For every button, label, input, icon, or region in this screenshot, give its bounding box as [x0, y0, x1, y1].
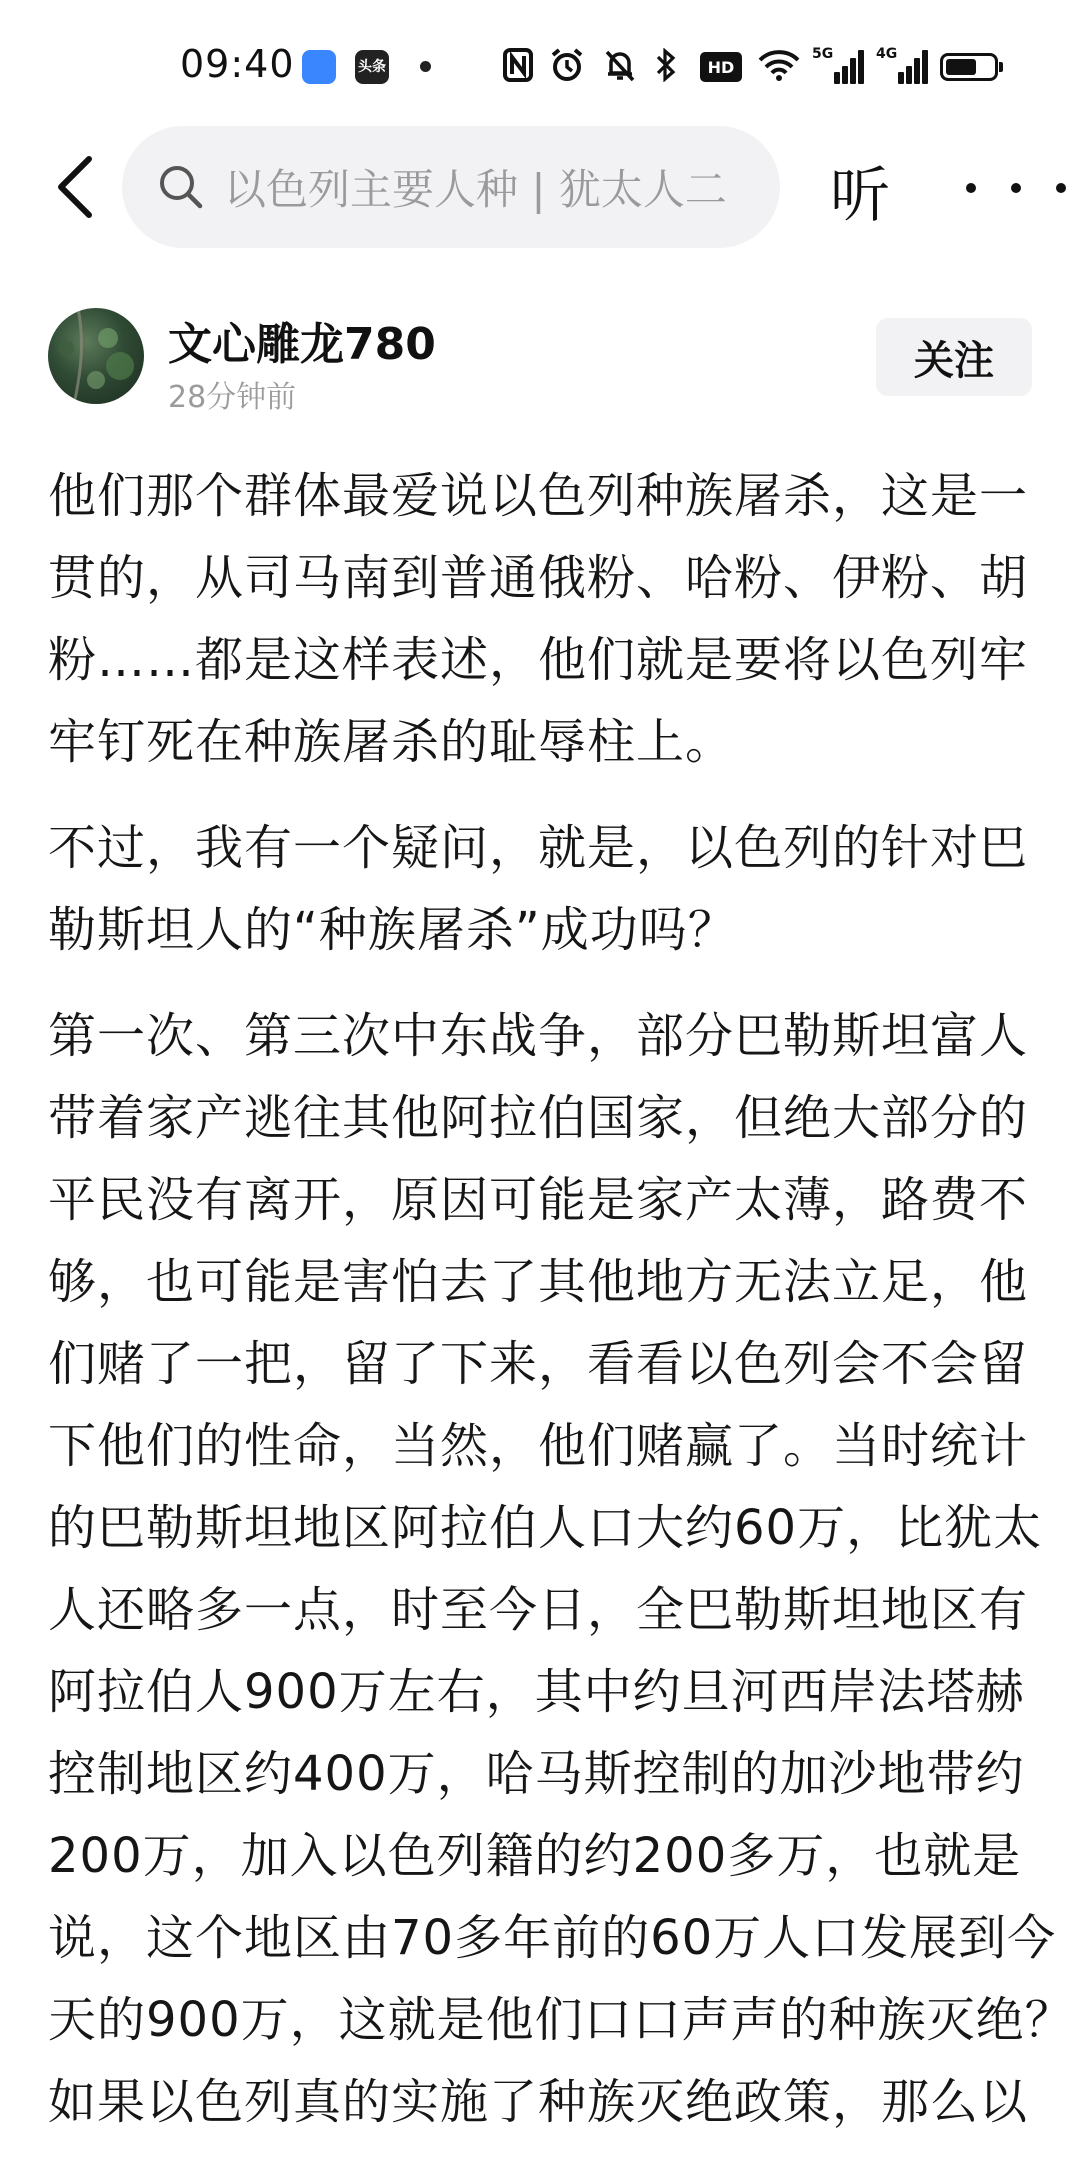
follow-button[interactable]: 关注: [876, 318, 1032, 396]
search-icon: [156, 162, 206, 212]
article-body: [48, 455, 1074, 2167]
article-line: 够，也可能是害怕去了其他地方无法立足，他: [48, 1254, 1029, 1310]
article-line: 勒斯坦人的“种族屠杀”成功吗？: [48, 902, 737, 958]
avatar-image-icon: [48, 308, 144, 404]
status-bar: [0, 0, 1080, 140]
signal-5g-label: 5G: [812, 46, 834, 62]
back-button[interactable]: [40, 147, 110, 227]
notification-dot-icon: [420, 61, 431, 72]
article-line: 牢钉死在种族屠杀的耻辱柱上。: [48, 714, 735, 770]
status-time: 09:40: [180, 42, 295, 86]
chevron-left-icon: [55, 155, 95, 219]
article-line: 粉……都是这样表述，他们就是要将以色列牢: [48, 632, 1029, 688]
article-line: 他们那个群体最爱说以色列种族屠杀，这是一: [48, 468, 1029, 524]
article-line: 不过，我有一个疑问，就是，以色列的针对巴: [48, 820, 1029, 876]
search-input[interactable]: [122, 126, 780, 248]
article-paragraph: [48, 995, 1074, 2143]
more-dot-icon: [966, 183, 976, 193]
notification-app-icon: [302, 50, 336, 84]
signal-4g-label: 4G: [876, 46, 898, 62]
top-nav-bar: [0, 122, 1080, 252]
article-line: 200万，加入以色列籍的约200多万，也就是: [48, 1828, 1022, 1884]
author-avatar[interactable]: [48, 308, 144, 404]
article-line: 带着家产逃往其他阿拉伯国家，但绝大部分的: [48, 1090, 1029, 1146]
toutiao-app-icon: 头条: [355, 50, 389, 84]
post-time: 28分钟前: [168, 380, 297, 415]
more-dot-icon: [1056, 183, 1066, 193]
article-line: 如果以色列真的实施了种族灭绝政策，那么以: [48, 2074, 1029, 2130]
search-query-text: 以色列主要人种 | 犹太人二: [224, 165, 727, 214]
article-line: 控制地区约400万，哈马斯控制的加沙地带约: [48, 1746, 1025, 1802]
article-line: 平民没有离开，原因可能是家产太薄，路费不: [48, 1172, 1029, 1228]
article-line: 阿拉伯人900万左右，其中约旦河西岸法塔赫: [48, 1664, 1025, 1720]
article-line: 的巴勒斯坦地区阿拉伯人口大约60万，比犹太: [48, 1500, 1043, 1556]
article-line: 贯的，从司马南到普通俄粉、哈粉、伊粉、胡: [48, 550, 1029, 606]
article-line: 们赌了一把，留了下来，看看以色列会不会留: [48, 1336, 1029, 1392]
article-paragraph: [48, 807, 1032, 971]
bluetooth-icon: [652, 44, 680, 86]
battery-icon: [940, 53, 998, 81]
article-line: 人还略多一点，时至今日，全巴勒斯坦地区有: [48, 1582, 1029, 1638]
battery-level: [946, 59, 976, 75]
article-line: 天的900万，这就是他们口口声声的种族灭绝？: [48, 1992, 1074, 2048]
article-line: 第一次、第三次中东战争，部分巴勒斯坦富人: [48, 1008, 1029, 1064]
more-options-button[interactable]: [966, 158, 1066, 218]
listen-button[interactable]: 听: [830, 161, 890, 231]
nfc-icon: [500, 44, 536, 86]
signal-5g-icon: [812, 48, 864, 84]
article-line: 下他们的性命，当然，他们赌赢了。当时统计: [48, 1418, 1029, 1474]
signal-4g-icon: [876, 48, 928, 84]
mute-bell-icon: [600, 44, 640, 86]
article-paragraph: [48, 455, 1032, 783]
alarm-icon: [548, 44, 586, 86]
wifi-icon: [756, 44, 802, 86]
article-line: 说，这个地区由70多年前的60万人口发展到今: [48, 1910, 1057, 1966]
author-name[interactable]: 文心雕龙780: [168, 319, 436, 370]
hd-voice-icon: HD: [700, 52, 742, 82]
more-dot-icon: [1011, 183, 1021, 193]
